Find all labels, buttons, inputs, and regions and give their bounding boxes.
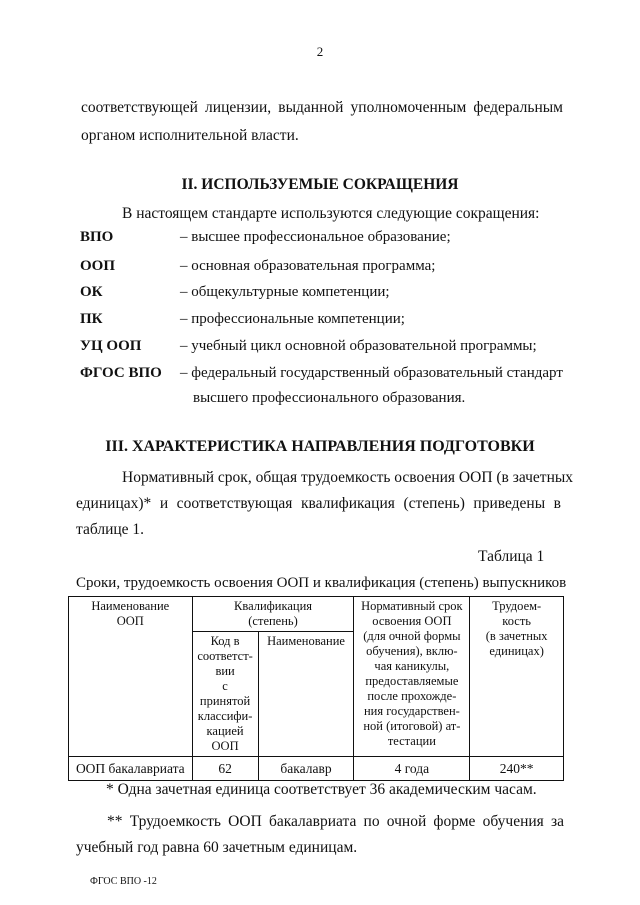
header-code: Код в соответст- вии с принятой классифи- кацией ООП (192, 632, 258, 757)
cell-labor: 240** (470, 757, 564, 781)
footer-code: ФГОС ВПО -12 (90, 876, 157, 887)
table-caption: Сроки, трудоемкость освоения ООП и квалификация (степень) выпускников (76, 575, 567, 591)
section-3-title: III. ХАРАКТЕРИСТИКА НАПРАВЛЕНИЯ ПОДГОТОВКИ (105, 438, 535, 455)
header-labor: Трудоем- кость (в зачетных единицах) (470, 597, 564, 757)
abbr-key: ВПО (80, 229, 114, 245)
cell-name: ООП бакалавриата (69, 757, 193, 781)
section-3-line-1: Нормативный срок, общая трудоемкость освоения ООП (в зачетных (122, 469, 574, 486)
abbr-text: – профессиональные компетенции; (180, 311, 405, 327)
abbr-key: ПК (80, 311, 103, 327)
header-name: Наименование ООП (69, 597, 193, 757)
abbr-key: ФГОС ВПО (80, 365, 162, 381)
abbr-key: ООП (80, 258, 116, 274)
cell-title: бакалавр (258, 757, 354, 781)
header-term: Нормативный срок освоения ООП (для очной формы обучения), вклю- чая каникулы, предоставляемые после прохожде- ния государствен- ной (итоговой) ат- тестации (354, 597, 470, 757)
abbr-text: – основная образовательная программа; (180, 258, 436, 274)
section-3-line-2: единицах)* и соответствующая квалификация (степень) приведены в (76, 495, 561, 512)
abbr-text: – учебный цикл основной образовательной программы; (180, 338, 537, 354)
intro-line-2: органом исполнительной власти. (81, 127, 299, 144)
cell-code: 62 (192, 757, 258, 781)
abbr-text: – высшее профессиональное образование; (180, 229, 451, 245)
page-number: 2 (316, 44, 324, 59)
section-3-line-3: таблице 1. (76, 521, 145, 538)
header-title: Наименование (258, 632, 354, 757)
abbr-text: – общекультурные компетенции; (180, 284, 390, 300)
note-2-line-2: учебный год равна 60 зачетным единицам. (76, 839, 358, 856)
abbr-key: ОК (80, 284, 103, 300)
section-2-title: II. ИСПОЛЬЗУЕМЫЕ СОКРАЩЕНИЯ (181, 176, 459, 193)
qualification-table (68, 596, 564, 781)
note-1: * Одна зачетная единица соответствует 36 академическим часам. (106, 781, 537, 798)
header-qualification: Квалификация (степень) (192, 597, 354, 632)
abbr-continuation: высшего профессионального образования. (193, 390, 466, 406)
note-2-line-1: ** Трудоемкость ООП бакалавриата по очной форме обучения за (107, 813, 564, 830)
cell-term: 4 года (354, 757, 470, 781)
abbr-text: – федеральный государственный образовательный стандарт (180, 365, 563, 381)
abbr-key: УЦ ООП (80, 338, 142, 354)
section-2-lead: В настоящем стандарте используются следующие сокращения: (122, 205, 540, 222)
intro-line-1: соответствующей лицензии, выданной уполномоченным федеральным (81, 99, 563, 116)
table-label: Таблица 1 (478, 548, 545, 565)
